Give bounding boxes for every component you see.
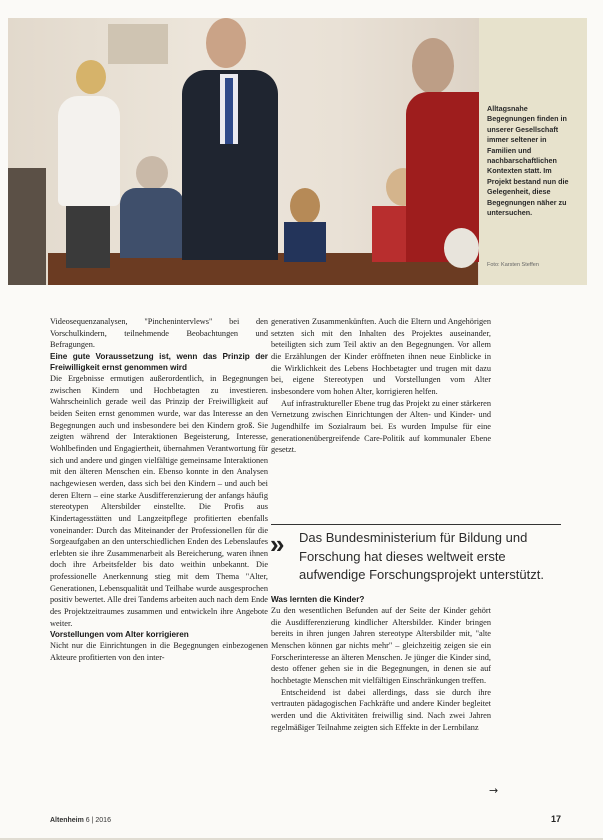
magazine-name: Altenheim	[50, 817, 84, 824]
continue-arrow-icon: →	[489, 784, 499, 797]
left-column	[50, 316, 268, 664]
pull-quote	[270, 524, 561, 582]
quote-mark-icon: »	[270, 529, 285, 559]
photo-caption: Alltagsnahe Begegnungen finden in unserer Gesellschaft immer seltener in Familien und nachbarschaftlichen Kontexten statt. Im Projekt bestand nun die Gelegenheit, diese Begegnungen näher zu untersuchen.	[487, 104, 569, 218]
paragraph: Auf infrastruktureller Ebene trug das Projekt zu einer stärkeren Vernetzung zwischen Einrichtungen der Alten- und Kinder- und Jugendhilfe im Sozialraum bei. Es wurden Impulse für eine generationenübergreifende Care-Politik auf kommunaler Ebene gesetzt.	[271, 398, 491, 455]
subheading: Eine gute Voraussetzung ist, wenn das Prinzip der Freiwilligkeit ernst genommen wird	[50, 351, 268, 372]
page-number: 17	[551, 814, 562, 824]
right-column-bottom	[271, 594, 491, 733]
subheading: Vorstellungen vom Alter korrigieren	[50, 630, 189, 640]
paragraph: generativen Zusammenkünften. Auch die Eltern und Angehörigen setzten sich mit den Inhalten des Projektes auseinander, beteiligten sich zum Teil aktiv an den Begegnungen. Vor allem die Erzählungen der Kinder eröffneten ihnen neue Einblicke in die Wirklichkeit des Lebens Hochbetagter und trugen mit dazu bei, eigene Stereotypen und Vorstellungen vom Alter insbesondere vom hohen Alter, korrigieren helfen.	[271, 317, 491, 396]
pull-quote-text: Das Bundesministerium für Bildung und Forschung hat dieses weltweit erste aufwendige Forschungsprojekt unterstützt.	[299, 530, 544, 582]
issue-number: 6 | 2016	[85, 817, 111, 824]
subheading: Was lernten die Kinder?	[271, 595, 365, 604]
photo-credit: Foto: Karsten Steffen	[487, 262, 539, 268]
paragraph: Videosequenzanalysen, "Pinchenintervlews" bei den Vorschulkindern, teilnehmende Beobachtungen und Befragungen.	[50, 317, 268, 350]
article-photo	[8, 18, 479, 285]
right-column-top	[271, 316, 491, 456]
paragraph: Die Ergebnisse ermutigen außerordentlich, in Begegnungen zwischen Kindern und Hochbetagten zu investieren. Wahrscheinlich gerade weil das Prinzip der Freiwilligkeit auf beiden Seiten ernst genommen wurde, war das Interesse an den Begegnungen auch und insbesondere bei den Kindern groß. Sie zeigten während der Interaktionen Begeisterung, Interesse, Wohlbefinden und Engagiertheit, übernahmen Verantwortung für sich und andere und gingen vielfältige gemeinsame Interaktionen mit den älteren Menschen ein. Ebenso konnte in den Analysen nachgewiesen werden, dass sich bei den Kindern – und auch bei deren Eltern – eine starke Ausdifferenzierung der anfangs häufig stereotypen Altersbilder einstellte. Die Profis aus Kindertagesstätten und Langzeitpflege profitierten ebenfalls voneinander: Durch das Miteinander der Professionellen für die Sorgeaufgaben an den unterschiedlichen Enden des Lebenslaufes erlebten sie ihre Zusammenarbeit als Bereicherung, waren ihnen doch ihre Arbeitsfelder bis dato weithin unbekannt. Die professionelle Anerkennung stieg mit dem Thema "Alter, Generationen, Lebensqualität und Teilhabe wurde ausgesprochen positiv bewertet. Alle drei Tandems arbeiten auch nach dem Ende des Projektzeitraumes zusammen und entwickeln ihre Angebote weiter.	[50, 373, 268, 628]
paragraph: Nicht nur die Einrichtungen in die Begegnungen einbezogenen Akteure profitierten von den inter-	[50, 641, 268, 663]
footer-magazine	[50, 817, 111, 824]
paragraph: Zu den wesentlichen Befunden auf der Seite der Kinder gehört die Ausdifferenzierung kindlicher Altersbilder. Kinder bringen bereits in ihren jungen Jahren stereotype Altersbilder mit, "alte Menschen können gar nichts mehr" – gleichzeitig zeigen sie ein Forscherinteresse an älteren Menschen. Je jünger die Kinder sind, desto offener gehen sie in die Begegnungen, in denen sie auf hochbetagte Menschen mit vielfältigen Einschränkungen treffen.	[271, 606, 491, 685]
paragraph: Entscheidend ist dabei allerdings, dass sie durch ihre vertrauten pädagogischen Fachkräfte und andere Kinder begleitet werden und die Aktivitäten freiwillig sind. Nach zwei Jahren regelmäßiger Teilnahme zeigten sich Effekte in der Lernbilanz	[271, 687, 491, 732]
